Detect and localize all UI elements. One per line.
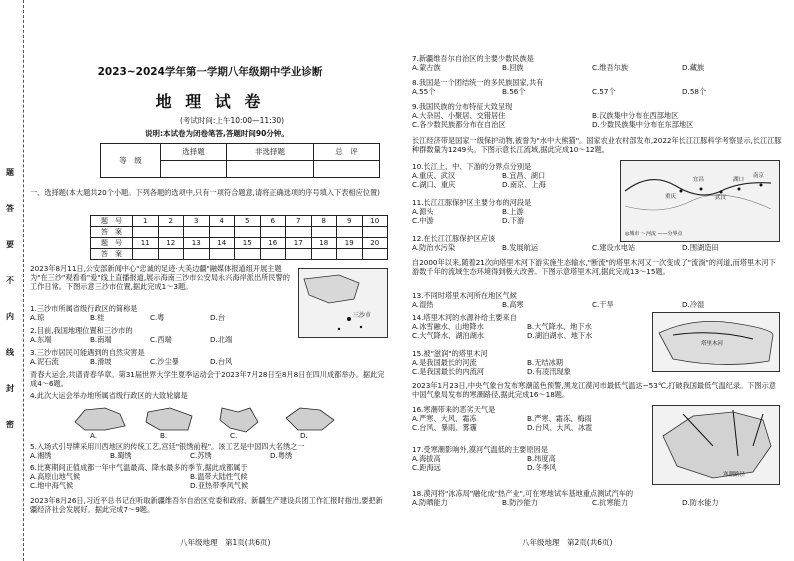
option[interactable]: C.中游 bbox=[412, 215, 434, 225]
qnum: 2 bbox=[158, 216, 184, 227]
answer-cell[interactable] bbox=[235, 249, 261, 260]
option[interactable]: C.地中海气候 bbox=[30, 480, 74, 490]
answer-label: 答 案 bbox=[91, 249, 133, 260]
option[interactable]: A.琼 bbox=[30, 312, 45, 322]
option[interactable]: C.西端 bbox=[150, 334, 172, 344]
question-10 bbox=[412, 163, 612, 189]
question-16 bbox=[412, 406, 647, 432]
grade-col: 选择题 bbox=[161, 144, 227, 161]
question-9 bbox=[412, 103, 782, 129]
qnum: 6 bbox=[260, 216, 286, 227]
option[interactable]: D.有凌汛现象 bbox=[527, 366, 571, 376]
qnum: 5 bbox=[235, 216, 261, 227]
footer-right: 八年级地理 第2页(共6页) bbox=[522, 538, 613, 547]
answer-cell[interactable] bbox=[362, 249, 388, 260]
option[interactable]: B.汉族集中分布在西部地区 bbox=[592, 110, 679, 120]
option[interactable]: B.防沙能力 bbox=[502, 497, 538, 507]
margin-char: 要 bbox=[6, 240, 14, 249]
option[interactable]: C.是我国最长的内流河 bbox=[412, 366, 484, 376]
exam-time: (考试时间:上午10:00—11:30) bbox=[180, 116, 285, 125]
option[interactable]: C.大气降水、湖泊湖水 bbox=[412, 330, 484, 340]
answer-cell[interactable] bbox=[184, 249, 210, 260]
qnum: 13 bbox=[184, 238, 210, 249]
option[interactable]: A.源头 bbox=[412, 206, 434, 216]
option[interactable]: B.桂 bbox=[90, 312, 105, 322]
map-legend: ◎城市 ～河流 ——分界点 bbox=[625, 231, 683, 237]
option[interactable]: C.建设水电站 bbox=[592, 242, 636, 252]
option[interactable]: B.宜昌、湖口 bbox=[502, 170, 546, 180]
answer-cell[interactable] bbox=[260, 227, 286, 238]
qnum: 20 bbox=[362, 238, 388, 249]
option[interactable]: A.严寒、大风、霜冻 bbox=[412, 413, 477, 423]
passage-6: 2023年1月23日,中央气象台发布寒潮蓝色预警,黑龙江漠河市最低气温达−53℃,打破我国最低气温纪录。下图示意中国气象局发布的寒潮路径,据此完成16～18题。 bbox=[412, 381, 776, 399]
province-outline-b[interactable] bbox=[140, 404, 200, 434]
option[interactable]: B.发展航运 bbox=[502, 242, 538, 252]
question-stem: 1.三沙市所属省级行政区的简称是 bbox=[30, 304, 138, 313]
question-13 bbox=[412, 292, 782, 310]
qnum: 18 bbox=[311, 238, 337, 249]
option[interactable]: A.是我国最长的河流 bbox=[412, 357, 477, 367]
map-label-sansha: 三沙市 bbox=[353, 312, 372, 319]
qnum: 7 bbox=[286, 216, 312, 227]
question-11 bbox=[412, 199, 612, 225]
answer-label: 题 号 bbox=[91, 238, 133, 249]
option[interactable]: D.围湖造田 bbox=[682, 242, 719, 252]
answer-cell[interactable] bbox=[311, 249, 337, 260]
question-7 bbox=[412, 55, 782, 73]
option[interactable]: B.大气降水、地下水 bbox=[527, 321, 592, 331]
option[interactable]: D.冬季风 bbox=[527, 462, 557, 472]
margin-char: 密 bbox=[6, 420, 14, 429]
answer-cell[interactable] bbox=[133, 249, 159, 260]
qnum: 12 bbox=[158, 238, 184, 249]
exam-note: 说明:本试卷为闭卷笔答,答题时间90分钟。 bbox=[145, 129, 289, 138]
option[interactable]: D.少数民族集中分布在东部地区 bbox=[592, 119, 694, 129]
passage-2: 青春大运会,共谱青春华章。第31届世界大学生夏季运动会于2023年7月28日至8月8日在四川成都举办。据此完成4～6题。 bbox=[30, 370, 385, 388]
question-4-options bbox=[30, 432, 390, 441]
passage-4: 长江经济带是国家一级保护动物,被誉为"水中大熊猫"。国家农业农村部发布,2022年长江江豚科学考察显示,长江江豚种群数量为1249头。下图示意长江流域,据此完成10～12题。 bbox=[412, 136, 782, 154]
question-15 bbox=[412, 350, 647, 376]
option[interactable]: B.南端 bbox=[90, 334, 112, 344]
passage-1: 2023年8月11日,公安部新闻中心"忠诚的足迹·大美边疆"融媒体报道组开展主题为"在三沙"观看看"爱"线上直播报道,展示海南三沙市公安局永兴海岸派出所民警的工作日常。下图示意三沙市位置,据此完成1～3题。 bbox=[30, 264, 290, 291]
answer-cell[interactable] bbox=[362, 227, 388, 238]
binding-margin bbox=[0, 0, 24, 561]
province-outline-a[interactable] bbox=[70, 404, 130, 434]
grade-col: 总 评 bbox=[314, 144, 380, 161]
question-stem: 2.目前,我国地理位置和三沙市的 bbox=[30, 326, 133, 335]
option[interactable]: A.重庆、武汉 bbox=[412, 170, 456, 180]
answer-cell[interactable] bbox=[235, 227, 261, 238]
question-8 bbox=[412, 79, 782, 97]
option[interactable]: D.台风 bbox=[210, 356, 233, 366]
section-1-instructions: 一、选择题(本大题共20个小题。下列各题的选项中,只有一项符合题意,请将正确选项的序号填入下表相应位置) bbox=[30, 188, 380, 197]
option[interactable]: B.滑坡 bbox=[90, 356, 112, 366]
tarim-map bbox=[652, 312, 780, 372]
option[interactable]: D.亚热带季风气候 bbox=[190, 480, 249, 490]
option[interactable]: C.湖口、重庆 bbox=[412, 179, 456, 189]
qnum: 17 bbox=[286, 238, 312, 249]
margin-char: 封 bbox=[6, 384, 14, 393]
option[interactable]: D.台 bbox=[210, 312, 226, 322]
margin-char: 答 bbox=[6, 204, 14, 213]
margin-char: 内 bbox=[6, 312, 14, 321]
option[interactable]: D.下游 bbox=[502, 215, 525, 225]
option[interactable]: C.维吾尔族 bbox=[592, 62, 629, 72]
qnum: 15 bbox=[235, 238, 261, 249]
grade-col: 非选择题 bbox=[226, 144, 313, 161]
question-4: 4.此次大运会举办地所属省级行政区的大致轮廓是 bbox=[30, 391, 188, 400]
question-stem: 18.漠河将"冰冻局"融化成"热产业",可在寒地试车基地重点测试汽车的 bbox=[412, 489, 634, 498]
coldwave-map-svg bbox=[653, 406, 779, 484]
grade-cell[interactable] bbox=[314, 161, 380, 178]
question-17 bbox=[412, 446, 647, 472]
option[interactable]: A.湿热 bbox=[412, 299, 434, 309]
question-2 bbox=[30, 327, 390, 345]
question-stem: 3.三沙市居民可能遇到的自然灾害是 bbox=[30, 348, 145, 357]
question-5 bbox=[30, 443, 390, 461]
question-18 bbox=[412, 490, 782, 508]
option[interactable]: B.严寒、霜冻、梅雨 bbox=[527, 413, 592, 423]
option[interactable]: A.大杂居、小聚居、交错居住 bbox=[412, 110, 506, 120]
option[interactable]: B.蜀绣 bbox=[110, 450, 132, 460]
page-left bbox=[30, 0, 390, 561]
option[interactable]: A.冰雪融水、山地降水 bbox=[412, 321, 484, 331]
option[interactable]: C.57个 bbox=[592, 86, 616, 96]
answer-cell[interactable] bbox=[133, 227, 159, 238]
option[interactable]: C.抗寒能力 bbox=[592, 497, 629, 507]
question-stem: 11.长江江豚保护区主要分布的河段是 bbox=[412, 198, 532, 207]
map-label-city: 重庆 bbox=[665, 194, 677, 200]
option[interactable]: C.干旱 bbox=[592, 299, 614, 309]
answer-cell[interactable] bbox=[337, 227, 363, 238]
margin-char: 题 bbox=[6, 168, 14, 177]
option[interactable]: C.各少数民族都分布在自治区 bbox=[412, 119, 506, 129]
answer-cell[interactable] bbox=[158, 249, 184, 260]
option[interactable]: C.苏绣 bbox=[190, 450, 212, 460]
grade-cell[interactable] bbox=[161, 161, 227, 178]
question-stem: 8.我国是一个团结统一的多民族国家,共有 bbox=[412, 78, 544, 87]
answer-cell[interactable] bbox=[286, 227, 312, 238]
option[interactable]: D.防水能力 bbox=[682, 497, 719, 507]
question-stem: 17.受寒潮影响外,漠河气温低的主要原因是 bbox=[412, 445, 548, 454]
question-stem: 16.寒潮带来的恶劣天气是 bbox=[412, 405, 496, 414]
option[interactable]: A. bbox=[90, 431, 98, 440]
option[interactable]: C. bbox=[230, 431, 238, 440]
question-stem: 12.在长江江豚保护区应该 bbox=[412, 234, 496, 243]
option[interactable]: B.纬度高 bbox=[527, 453, 556, 463]
option[interactable]: C.沙尘暴 bbox=[150, 356, 179, 366]
coldwave-map bbox=[652, 405, 780, 485]
option[interactable]: D. bbox=[300, 431, 308, 440]
footer-left: 八年级地理 第1页(共6页) bbox=[180, 538, 271, 547]
qnum: 19 bbox=[337, 238, 363, 249]
province-outline-c[interactable] bbox=[210, 404, 270, 434]
option[interactable]: C.距海远 bbox=[412, 462, 441, 472]
option[interactable]: C.粤 bbox=[150, 312, 165, 322]
option[interactable]: D.南京、上海 bbox=[502, 179, 546, 189]
qnum: 1 bbox=[133, 216, 159, 227]
question-stem: 15.被"滋润"的塔里木河 bbox=[412, 349, 488, 358]
answer-cell[interactable] bbox=[184, 227, 210, 238]
margin-char: 不 bbox=[6, 276, 14, 285]
answer-cell[interactable] bbox=[209, 249, 235, 260]
option[interactable]: D.冷湿 bbox=[682, 299, 705, 309]
qnum: 10 bbox=[362, 216, 388, 227]
map-label-city: 湖口 bbox=[733, 177, 745, 183]
map-label-tarim: 塔里木河 bbox=[701, 341, 724, 347]
map-label-city: 南京 bbox=[753, 173, 765, 179]
answer-cell[interactable] bbox=[158, 227, 184, 238]
option[interactable]: B. bbox=[160, 431, 168, 440]
option[interactable]: D.台风、大风、冰雹 bbox=[527, 422, 593, 432]
option[interactable]: D.粤绣 bbox=[270, 450, 293, 460]
answer-cell[interactable] bbox=[286, 249, 312, 260]
answer-label: 答 案 bbox=[91, 227, 133, 238]
question-stem: 5.入场式引导牌采用川西地区的传统工艺,宫廷"银绣前程"。该工艺是中国四大名绣之一 bbox=[30, 442, 305, 451]
exam-title: 2023~2024学年第一学期八年级期中学业诊断 bbox=[97, 66, 323, 78]
question-1 bbox=[30, 305, 390, 323]
answer-cell[interactable] bbox=[260, 249, 286, 260]
margin-char: 线 bbox=[6, 348, 14, 357]
qnum: 16 bbox=[260, 238, 286, 249]
qnum: 14 bbox=[209, 238, 235, 249]
option[interactable]: B.无结冰期 bbox=[527, 357, 563, 367]
option[interactable]: D.北端 bbox=[210, 334, 233, 344]
question-6 bbox=[30, 464, 390, 490]
province-outline-d[interactable] bbox=[280, 404, 340, 434]
grade-table bbox=[100, 143, 380, 178]
option[interactable]: B.56个 bbox=[502, 86, 526, 96]
question-stem: 6.比赛期间正值成都一年中气温最高、降水最多的季节,据此成都属于 bbox=[30, 463, 248, 472]
answer-cell[interactable] bbox=[337, 249, 363, 260]
qnum: 9 bbox=[337, 216, 363, 227]
qnum: 4 bbox=[209, 216, 235, 227]
option[interactable]: A.泥石流 bbox=[30, 356, 59, 366]
yangtze-map bbox=[620, 160, 780, 242]
option[interactable]: A.蒙古族 bbox=[412, 62, 441, 72]
option[interactable]: B.高寒 bbox=[502, 299, 524, 309]
question-stem: 14.塔里木河的水源补给主要来自 bbox=[412, 313, 517, 322]
option[interactable]: A.东端 bbox=[30, 334, 52, 344]
option[interactable]: B.回族 bbox=[502, 62, 524, 72]
option[interactable]: A.海拔高 bbox=[412, 453, 441, 463]
passage-5: 自2000年以来,随着21次向塔里木河下游实施生态输水,"断流"的塔里木河又一次变成了"流淌"的河道,而塔里木河下游数千年的流域生态环境得到极大改善。下图示意塔里木河,据此完成13～15题。 bbox=[412, 258, 776, 276]
question-12 bbox=[412, 235, 782, 253]
map-label-city: 武汉 bbox=[715, 195, 727, 201]
option[interactable]: D.藏族 bbox=[682, 62, 705, 72]
option[interactable]: D.58个 bbox=[682, 86, 707, 96]
option[interactable]: A.防晒能力 bbox=[412, 497, 448, 507]
answer-table bbox=[90, 215, 388, 260]
question-3 bbox=[30, 349, 390, 367]
passage-3: 2023年8月26日,习近平总书记在听取新疆维吾尔自治区党委和政府、新疆生产建设兵团工作汇报时指出,要把新疆经济社会发展好。据此完成7～9题。 bbox=[30, 496, 383, 514]
question-stem: 13.不同时塔里木河所在地区气候 bbox=[412, 291, 517, 300]
question-stem: 9.我国民族的分布特征大致呈现 bbox=[412, 102, 513, 111]
answer-cell[interactable] bbox=[311, 227, 337, 238]
option[interactable]: B.上游 bbox=[502, 206, 524, 216]
page-right bbox=[412, 0, 782, 561]
option[interactable]: A.高原山地气候 bbox=[30, 471, 81, 481]
question-14 bbox=[412, 314, 647, 340]
qnum: 8 bbox=[311, 216, 337, 227]
option[interactable]: B.温带大陆性气候 bbox=[190, 471, 248, 481]
option[interactable]: C.台风、暴雨、雾霾 bbox=[412, 422, 477, 432]
map-label-city: 宜昌 bbox=[693, 177, 705, 183]
answer-label: 题 号 bbox=[91, 216, 133, 227]
option[interactable]: A.湘绣 bbox=[30, 450, 52, 460]
qnum: 11 bbox=[133, 238, 159, 249]
grade-label: 等 级 bbox=[101, 144, 161, 178]
question-stem: 10.长江上、中、下游的分界点分别是 bbox=[412, 162, 532, 171]
option[interactable]: A.55个 bbox=[412, 86, 436, 96]
subject-title: 地 理 试 卷 bbox=[155, 92, 265, 111]
question-stem: 7.新疆维吾尔自治区的主要少数民族是 bbox=[412, 54, 534, 63]
option[interactable]: A.防治水污染 bbox=[412, 242, 456, 252]
qnum: 3 bbox=[184, 216, 210, 227]
option[interactable]: D.湖泊湖水、地下水 bbox=[527, 330, 593, 340]
grade-cell[interactable] bbox=[226, 161, 313, 178]
answer-cell[interactable] bbox=[209, 227, 235, 238]
map-label-coldwave: 寒潮路径 bbox=[723, 472, 746, 478]
